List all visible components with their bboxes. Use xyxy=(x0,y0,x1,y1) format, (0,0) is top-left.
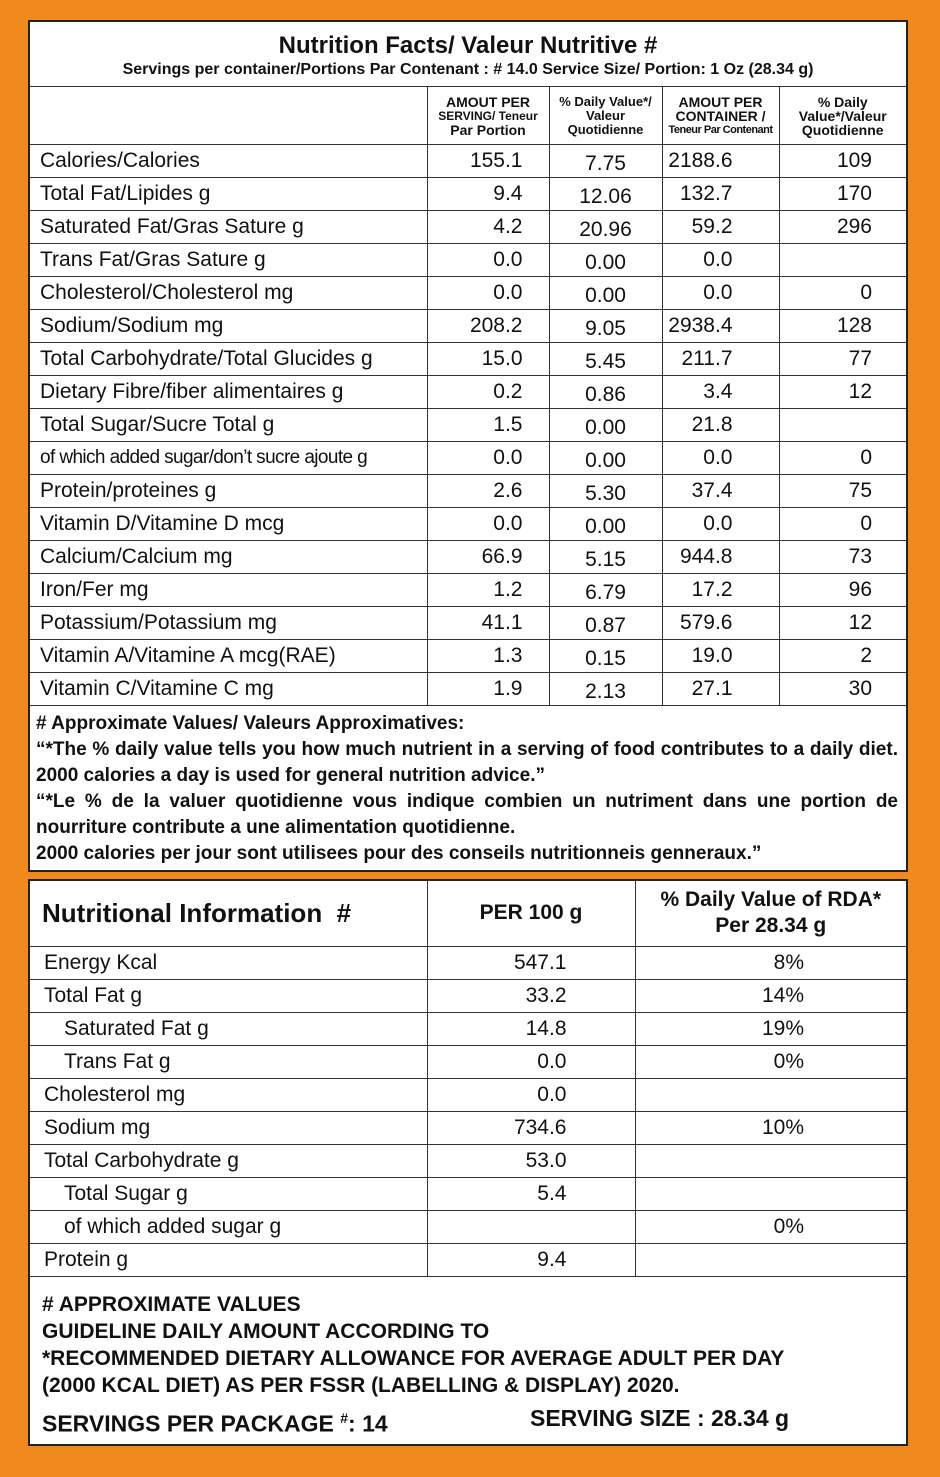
nutritional-information-footer xyxy=(30,1277,906,1438)
amount-per-serving: 41.1 xyxy=(427,607,549,640)
info-per-100g: 5.4 xyxy=(427,1177,635,1210)
dv-container: 2 xyxy=(779,640,906,673)
dv-container: 109 xyxy=(779,145,906,178)
info-nutrient-name: Total Sugar g xyxy=(30,1177,427,1210)
dv-container xyxy=(779,244,906,277)
nutrient-name: Protein/proteines g xyxy=(30,475,427,508)
header-dv-serving xyxy=(549,87,662,145)
dv-serving: 0.00 xyxy=(549,442,662,475)
dv-serving: 12.06 xyxy=(549,178,662,211)
info-per-100g: 547.1 xyxy=(427,946,635,979)
info-nutrient-name: Trans Fat g xyxy=(30,1045,427,1078)
serving-size: SERVING SIZE : 28.34 g xyxy=(530,1404,790,1431)
nutritional-information-rows xyxy=(30,946,906,1276)
info-per-100g: 734.6 xyxy=(427,1111,635,1144)
servings-value: : 14 xyxy=(348,1410,388,1437)
header-amount-per-container-line3: Teneur Par Contenant xyxy=(668,123,773,136)
info-nutrient-name: Protein g xyxy=(30,1243,427,1276)
servings-sup: # xyxy=(340,1409,349,1426)
header-amount-per-serving-line1: AMOUT PER xyxy=(446,93,530,110)
info-dv-rda xyxy=(635,1177,906,1210)
nutrient-name: Dietary Fibre/fiber alimentaires g xyxy=(30,376,427,409)
info-row xyxy=(30,1045,906,1078)
info-dv-rda: 8% xyxy=(635,946,906,979)
nutrition-facts-title: Nutrition Facts/ Valeur Nutritive # xyxy=(278,32,658,59)
amount-per-serving: 9.4 xyxy=(427,178,549,211)
amount-per-serving: 4.2 xyxy=(427,211,549,244)
header-amount-per-container-line2: CONTAINER / xyxy=(675,107,766,124)
amount-per-container: 0.0 xyxy=(662,442,779,475)
notes-english: “*The % daily value tells you how much nutrient in a serving of food contributes to a daily diet. 2000 calories a day is used for general nutrition advice.” xyxy=(36,739,898,786)
info-row xyxy=(30,1111,906,1144)
nutrient-row xyxy=(30,376,906,409)
info-dv-rda: 0% xyxy=(635,1045,906,1078)
dv-serving: 5.30 xyxy=(549,475,662,508)
nutrition-facts-header-row xyxy=(30,87,906,145)
amount-per-serving: 0.0 xyxy=(427,277,549,310)
nutrient-name: Iron/Fer mg xyxy=(30,574,427,607)
info-per-100g: 53.0 xyxy=(427,1144,635,1177)
nutrition-facts-panel xyxy=(28,20,908,872)
servings-per-package xyxy=(42,1405,530,1438)
nutrient-row xyxy=(30,244,906,277)
dv-container: 30 xyxy=(779,673,906,706)
amount-per-serving: 1.2 xyxy=(427,574,549,607)
nutrient-name: Trans Fat/Gras Sature g xyxy=(30,244,427,277)
nutrient-row xyxy=(30,475,906,508)
dv-serving: 0.00 xyxy=(549,244,662,277)
nutrient-row xyxy=(30,145,906,178)
nutrient-row xyxy=(30,673,906,706)
info-row xyxy=(30,1144,906,1177)
info-dv-rda: 0% xyxy=(635,1210,906,1243)
dv-serving: 0.87 xyxy=(549,607,662,640)
nutrition-facts-table xyxy=(30,86,906,706)
nutritional-information-header-row xyxy=(30,881,906,946)
amount-per-container: 579.6 xyxy=(662,607,779,640)
nutrient-name: Sodium/Sodium mg xyxy=(30,310,427,343)
header-dv-serving-line3: Quotidienne xyxy=(567,121,644,137)
nutrient-row xyxy=(30,310,906,343)
nutrient-row xyxy=(30,409,906,442)
info-nutrient-name: of which added sugar g xyxy=(30,1210,427,1243)
info-dv-rda xyxy=(635,1243,906,1276)
dv-container xyxy=(779,409,906,442)
info-nutrient-name: Sodium mg xyxy=(30,1111,427,1144)
info-dv-rda: 19% xyxy=(635,1012,906,1045)
nutrient-name: Cholesterol/Cholesterol mg xyxy=(30,277,427,310)
header-dv-container-line3: Quotidienne xyxy=(801,121,884,138)
info-per-100g: 14.8 xyxy=(427,1012,635,1045)
amount-per-container: 19.0 xyxy=(662,640,779,673)
dv-container: 12 xyxy=(779,376,906,409)
dv-container: 75 xyxy=(779,475,906,508)
dv-serving: 9.05 xyxy=(549,310,662,343)
dv-serving: 2.13 xyxy=(549,673,662,706)
amount-per-serving: 1.3 xyxy=(427,640,549,673)
dv-container: 73 xyxy=(779,541,906,574)
amount-per-serving: 0.0 xyxy=(427,244,549,277)
amount-per-container: 0.0 xyxy=(662,244,779,277)
header-dv-container-line2: Value*/Valeur xyxy=(798,107,887,124)
header-dv-container xyxy=(779,87,906,145)
dv-container: 128 xyxy=(779,310,906,343)
amount-per-container: 3.4 xyxy=(662,376,779,409)
amount-per-container: 2188.6 xyxy=(662,145,779,178)
nutrient-row xyxy=(30,442,906,475)
header-dv-serving-line1: % Daily Value*/ xyxy=(559,93,652,109)
nutrient-row xyxy=(30,541,906,574)
header-amount-per-container-line1: AMOUT PER xyxy=(678,93,763,110)
amount-per-container: 27.1 xyxy=(662,673,779,706)
amount-per-serving: 1.5 xyxy=(427,409,549,442)
info-row xyxy=(30,1078,906,1111)
nutrition-facts-rows xyxy=(30,145,906,706)
info-row xyxy=(30,979,906,1012)
info-row xyxy=(30,1243,906,1276)
amount-per-container: 2938.4 xyxy=(662,310,779,343)
header-amount-per-serving-line3: Par Portion xyxy=(450,121,526,138)
servings-label: SERVINGS PER PACKAGE xyxy=(42,1410,341,1437)
notes-french-last: 2000 calories per jour sont utilisees pour des conseils nutritionneis genneraux.” xyxy=(36,843,762,864)
amount-per-serving: 208.2 xyxy=(427,310,549,343)
approximate-values-notes xyxy=(30,706,906,867)
notes-approx: # Approximate Values/ Valeurs Approximatives: xyxy=(36,713,465,734)
amount-per-serving: 1.9 xyxy=(427,673,549,706)
info-per-100g xyxy=(427,1210,635,1243)
nutrient-row xyxy=(30,277,906,310)
header-dv-container-line1: % Daily xyxy=(817,93,868,110)
nutrient-name: Vitamin A/Vitamine A mcg(RAE) xyxy=(30,640,427,673)
info-row xyxy=(30,1177,906,1210)
amount-per-serving: 0.2 xyxy=(427,376,549,409)
dv-serving: 5.45 xyxy=(549,343,662,376)
nutrient-name: Total Carbohydrate/Total Glucides g xyxy=(30,343,427,376)
info-nutrient-name: Energy Kcal xyxy=(30,946,427,979)
nutrient-row xyxy=(30,343,906,376)
info-per-100g: 33.2 xyxy=(427,979,635,1012)
info-row xyxy=(30,1210,906,1243)
info-nutrient-name: Cholesterol mg xyxy=(30,1078,427,1111)
nutrient-row xyxy=(30,640,906,673)
nutrient-name: Calcium/Calcium mg xyxy=(30,541,427,574)
header-dv-serving-line2: Valeur xyxy=(585,107,626,123)
dv-container: 296 xyxy=(779,211,906,244)
footer-line1: # APPROXIMATE VALUES xyxy=(42,1292,301,1316)
header-dv-rda xyxy=(635,881,906,946)
notes-french: “*Le % de la valuer quotidienne vous indique combien un nutriment dans une portion de nourriture contribute a une alimentation quotidienne. xyxy=(36,791,898,838)
dv-serving: 0.15 xyxy=(549,640,662,673)
nutrient-name: of which added sugar/don’t sucre ajoute g xyxy=(30,442,427,475)
header-amount-per-serving-line2: SERVING/ Teneur xyxy=(438,108,538,123)
amount-per-container: 944.8 xyxy=(662,541,779,574)
dv-serving: 20.96 xyxy=(549,211,662,244)
info-nutrient-name: Total Fat g xyxy=(30,979,427,1012)
dv-serving: 0.00 xyxy=(549,409,662,442)
header-amount-per-container xyxy=(662,87,779,145)
dv-serving: 0.00 xyxy=(549,508,662,541)
nutrient-name: Vitamin D/Vitamine D mcg xyxy=(30,508,427,541)
amount-per-serving: 0.0 xyxy=(427,508,549,541)
info-dv-rda: 14% xyxy=(635,979,906,1012)
amount-per-container: 21.8 xyxy=(662,409,779,442)
dv-serving: 5.15 xyxy=(549,541,662,574)
amount-per-serving: 155.1 xyxy=(427,145,549,178)
amount-per-serving: 15.0 xyxy=(427,343,549,376)
header-per-100g: PER 100 g xyxy=(427,881,635,946)
info-dv-rda xyxy=(635,1144,906,1177)
amount-per-container: 37.4 xyxy=(662,475,779,508)
info-nutrient-name: Total Carbohydrate g xyxy=(30,1144,427,1177)
dv-container: 96 xyxy=(779,574,906,607)
dv-container: 12 xyxy=(779,607,906,640)
dv-container: 0 xyxy=(779,277,906,310)
amount-per-container: 211.7 xyxy=(662,343,779,376)
amount-per-container: 59.2 xyxy=(662,211,779,244)
dv-serving: 0.00 xyxy=(549,277,662,310)
dv-container: 0 xyxy=(779,508,906,541)
nutrient-row xyxy=(30,211,906,244)
amount-per-container: 17.2 xyxy=(662,574,779,607)
servings-subtitle: Servings per container/Portions Par Contenant : # 14.0 Service Size/ Portion: 1 Oz (28.34 g) xyxy=(122,61,814,78)
header-dv-rda-line2: Per 28.34 g xyxy=(715,914,827,938)
amount-per-container: 132.7 xyxy=(662,178,779,211)
dv-serving: 7.75 xyxy=(549,145,662,178)
info-row xyxy=(30,1012,906,1045)
footer-line3: *RECOMMENDED DIETARY ALLOWANCE FOR AVERAGE ADULT PER DAY xyxy=(42,1346,785,1370)
dv-serving: 6.79 xyxy=(549,574,662,607)
nutrient-name: Total Fat/Lipides g xyxy=(30,178,427,211)
nutrient-row xyxy=(30,178,906,211)
header-amount-per-serving xyxy=(427,87,549,145)
dv-container: 0 xyxy=(779,442,906,475)
amount-per-serving: 66.9 xyxy=(427,541,549,574)
nutrient-row xyxy=(30,607,906,640)
dv-container: 170 xyxy=(779,178,906,211)
nutritional-information-table xyxy=(30,881,906,1277)
info-per-100g: 9.4 xyxy=(427,1243,635,1276)
info-nutrient-name: Saturated Fat g xyxy=(30,1012,427,1045)
nutrient-row xyxy=(30,574,906,607)
info-per-100g: 0.0 xyxy=(427,1078,635,1111)
info-per-100g: 0.0 xyxy=(427,1045,635,1078)
amount-per-container: 0.0 xyxy=(662,277,779,310)
header-dv-rda-line1: % Daily Value of RDA* xyxy=(660,888,882,912)
footer-line2: GUIDELINE DAILY AMOUNT ACCORDING TO xyxy=(42,1319,490,1343)
nutrient-name: Potassium/Potassium mg xyxy=(30,607,427,640)
footer-servings-line xyxy=(42,1405,894,1438)
nutrient-row xyxy=(30,508,906,541)
footer-line4: (2000 KCAL DIET) AS PER FSSR (LABELLING & DISPLAY) 2020. xyxy=(42,1373,680,1397)
amount-per-serving: 0.0 xyxy=(427,442,549,475)
info-row xyxy=(30,946,906,979)
amount-per-container: 0.0 xyxy=(662,508,779,541)
nutrient-name: Calories/Calories xyxy=(30,145,427,178)
info-dv-rda: 10% xyxy=(635,1111,906,1144)
nutrient-name: Saturated Fat/Gras Sature g xyxy=(30,211,427,244)
nutrient-name: Vitamin C/Vitamine C mg xyxy=(30,673,427,706)
info-dv-rda xyxy=(635,1078,906,1111)
dv-serving: 0.86 xyxy=(549,376,662,409)
nutritional-information-title: Nutritional Information # xyxy=(30,881,427,946)
amount-per-serving: 2.6 xyxy=(427,475,549,508)
header-nutrient xyxy=(30,87,427,145)
nutrient-name: Total Sugar/Sucre Total g xyxy=(30,409,427,442)
dv-container: 77 xyxy=(779,343,906,376)
nutritional-information-panel xyxy=(28,879,908,1446)
